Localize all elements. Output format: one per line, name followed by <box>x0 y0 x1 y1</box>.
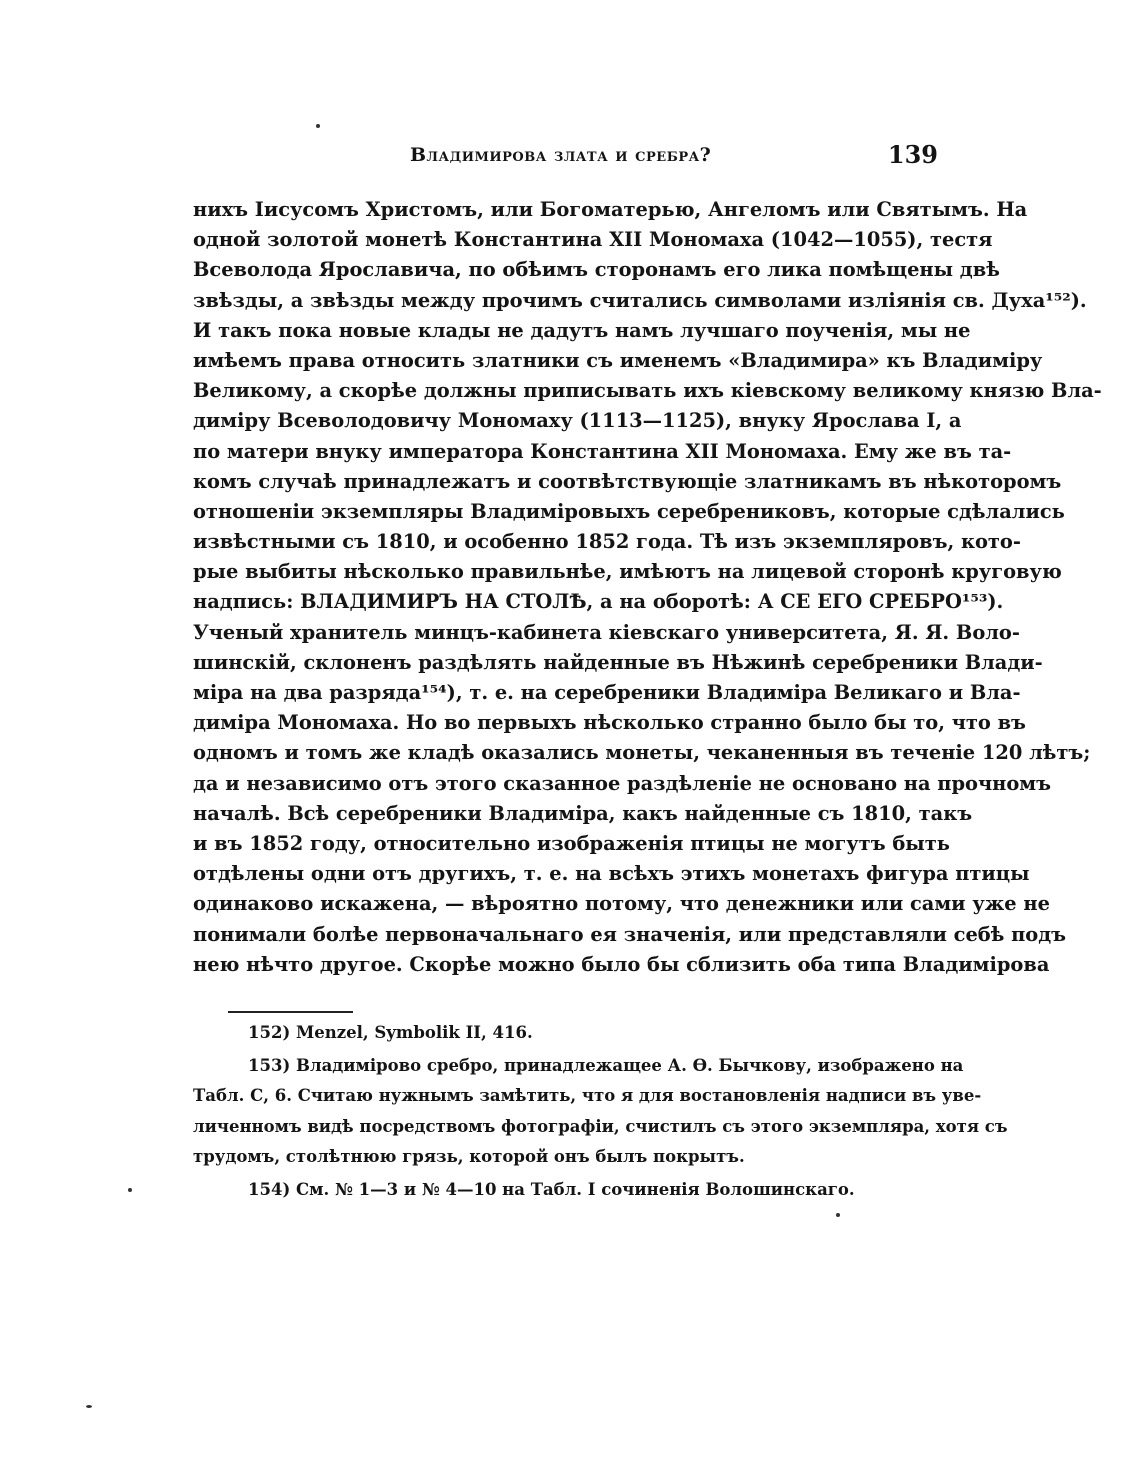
print-speck <box>316 124 320 128</box>
body-line: надпись: ВЛАДИМИРЪ НА СТОЛѢ, а на оборотѣ: А СЕ ЕГО СРЕБРО¹⁵³). <box>193 590 1004 614</box>
body-line: и въ 1852 году, относительно изображенія птицы не могутъ быть <box>193 831 950 855</box>
print-speck <box>86 1405 92 1408</box>
print-speck <box>836 1213 840 1217</box>
body-line: да и независимо отъ этого сказанное раздѣленіе не основано на прочномъ <box>193 771 1052 795</box>
body-line: міра на два разряда¹⁵⁴), т. е. на серебреники Владиміра Великаго и Вла- <box>193 681 1021 704</box>
body-line: Великому, а скорѣе должны приписывать ихъ кіевскому великому князю Вла- <box>193 379 1102 403</box>
body-line: звѣзды, а звѣзды между прочимъ считались символами изліянія св. Духа¹⁵²). <box>193 288 1087 312</box>
footnote-line: 154) См. № 1—3 и № 4—10 на Табл. I сочиненія Волошинскаго. <box>248 1179 855 1199</box>
body-line: началѣ. Всѣ серебреники Владиміра, какъ найденные съ 1810, такъ <box>193 801 973 825</box>
body-line: комъ случаѣ принадлежатъ и соотвѣтствующіе златникамъ въ нѣкоторомъ <box>193 469 1062 493</box>
body-line: Всеволода Ярославича, по обѣимъ сторонамъ его лика помѣщены двѣ <box>193 258 1000 282</box>
footnote <box>193 1018 948 1049</box>
footnotes <box>193 1018 1008 1207</box>
body-line: И такъ пока новые клады не дадутъ намъ лучшаго поученія, мы не <box>193 318 971 342</box>
body-text <box>193 195 1102 980</box>
body-line: одинаково искажена, — вѣроятно потому, что денежники или сами уже не <box>193 892 1050 916</box>
footnote-line: 153) Владимірово сребро, принадлежащее А. Ѳ. Бычкову, изображено на <box>248 1055 964 1075</box>
body-line: понимали болѣе первоначальнаго ея значенія, или представляли себѣ подъ <box>193 922 1067 946</box>
body-line: извѣстными съ 1810, и особенно 1852 года. Тѣ изъ экземпляровъ, кото- <box>193 530 1021 554</box>
running-title: Владимирова злата и сребра? <box>410 144 712 166</box>
footnote-line: трудомъ, столѣтнюю грязь, которой онъ былъ покрытъ. <box>193 1147 745 1166</box>
body-line: одной золотой монетѣ Константина XII Мономаха (1042—1055), тестя <box>193 228 993 252</box>
body-line: нихъ Іисусомъ Христомъ, или Богоматерью, Ангеломъ или Святымъ. На <box>193 198 1028 221</box>
body-line: имѣемъ права относить златники съ именемъ «Владимира» къ Владиміру <box>193 348 1043 372</box>
page-header <box>190 140 950 180</box>
page-number: 139 <box>887 140 938 169</box>
body-line: по матери внуку императора Константина XII Мономаха. Ему же въ та- <box>193 439 1012 463</box>
footnote-line: 152) Menzel, Symbolik II, 416. <box>248 1023 533 1042</box>
body-line: отношеніи экземпляры Владиміровыхъ серебрениковъ, которые сдѣлались <box>193 499 1065 523</box>
footnote-divider <box>228 1011 353 1013</box>
body-line: Ученый хранитель минцъ-кабинета кіевскаго университета, Я. Я. Воло- <box>193 620 1020 644</box>
body-line: диміра Мономаха. Но во первыхъ нѣсколько странно было бы то, что въ <box>193 711 1026 735</box>
footnote-line: Табл. С, 6. Считаю нужнымъ замѣтить, что я для востановленія надписи въ уве- <box>193 1086 982 1105</box>
footnote-line: личенномъ видѣ посредствомъ фотографіи, счистилъ съ этого экземпляра, хотя съ <box>193 1116 1008 1136</box>
body-line: одномъ и томъ же кладѣ оказались монеты, чеканенныя въ теченіе 120 лѣтъ; <box>193 741 1091 765</box>
print-speck <box>128 1188 132 1192</box>
body-line: отдѣлены одни отъ другихъ, т. е. на всѣхъ этихъ монетахъ фигура птицы <box>193 862 1030 886</box>
body-line: диміру Всеволодовичу Мономаху (1113—1125), внуку Ярослава I, а <box>193 409 962 433</box>
footnote <box>193 1175 948 1206</box>
body-line: рые выбиты нѣсколько правильнѣе, имѣютъ на лицевой сторонѣ круговую <box>193 560 1062 584</box>
body-line: шинскій, склоненъ раздѣлять найденные въ Нѣжинѣ серебреники Влади- <box>193 650 1043 674</box>
footnote <box>193 1051 1008 1173</box>
body-line: нею нѣчто другое. Скорѣе можно было бы сблизить оба типа Владимірова <box>193 952 1050 976</box>
